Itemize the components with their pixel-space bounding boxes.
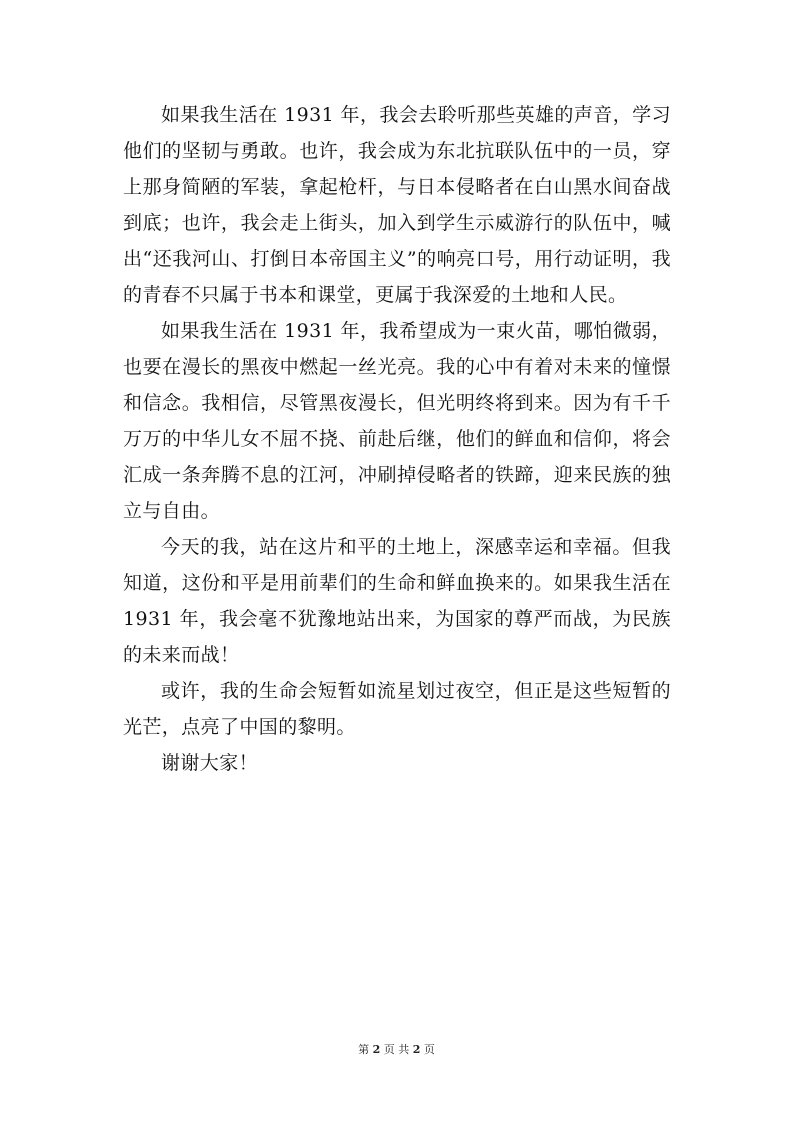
paragraph-1: 如果我生活在 1931 年，我会去聆听那些英雄的声音，学习他们的坚韧与勇敢。也许，我会成为东北抗联队伍中的一员，穿上那身简陋的军装，拿起枪杆，与日本侵略者在白山黑水间奋战到底；也许，我会走上街头，加入到学生示威游行的队伍中，喊出“还我河山、打倒日本帝国主义”的响亮口号，用行动证明，我的青春不只属于书本和课堂，更属于我深爱的土地和人民。 — [123, 104, 671, 306]
paragraph-4: 或许，我的生命会短暂如流星划过夜空，但正是这些短暂的光芒，点亮了中国的黎明。 — [123, 680, 671, 738]
total-pages-number: 2 — [412, 1043, 421, 1056]
page-mid-text: 页 共 — [383, 1043, 410, 1056]
current-page-number: 2 — [372, 1043, 381, 1056]
paragraph-5: 谢谢大家！ — [161, 752, 259, 774]
page-footer — [0, 1042, 793, 1058]
paragraph-3: 今天的我，站在这片和平的土地上，深感幸运和幸福。但我知道，这份和平是用前辈们的生命和鲜血换来的。如果我生活在 1931 年，我会毫不犹豫地站出来，为国家的尊严而战，为民族的未来而战！ — [123, 536, 671, 666]
page-prefix: 第 — [358, 1043, 370, 1056]
document-body — [123, 97, 671, 781]
paragraph-2: 如果我生活在 1931 年，我希望成为一束火苗，哪怕微弱，也要在漫长的黑夜中燃起一丝光亮。我的心中有着对未来的憧憬和信念。我相信，尽管黑夜漫长，但光明终将到来。因为有千千万万的中华儿女不屈不挠、前赴后继，他们的鲜血和信仰，将会汇成一条奔腾不息的江河，冲刷掉侵略者的铁蹄，迎来民族的独立与自由。 — [123, 320, 671, 522]
page-suffix: 页 — [423, 1043, 435, 1056]
